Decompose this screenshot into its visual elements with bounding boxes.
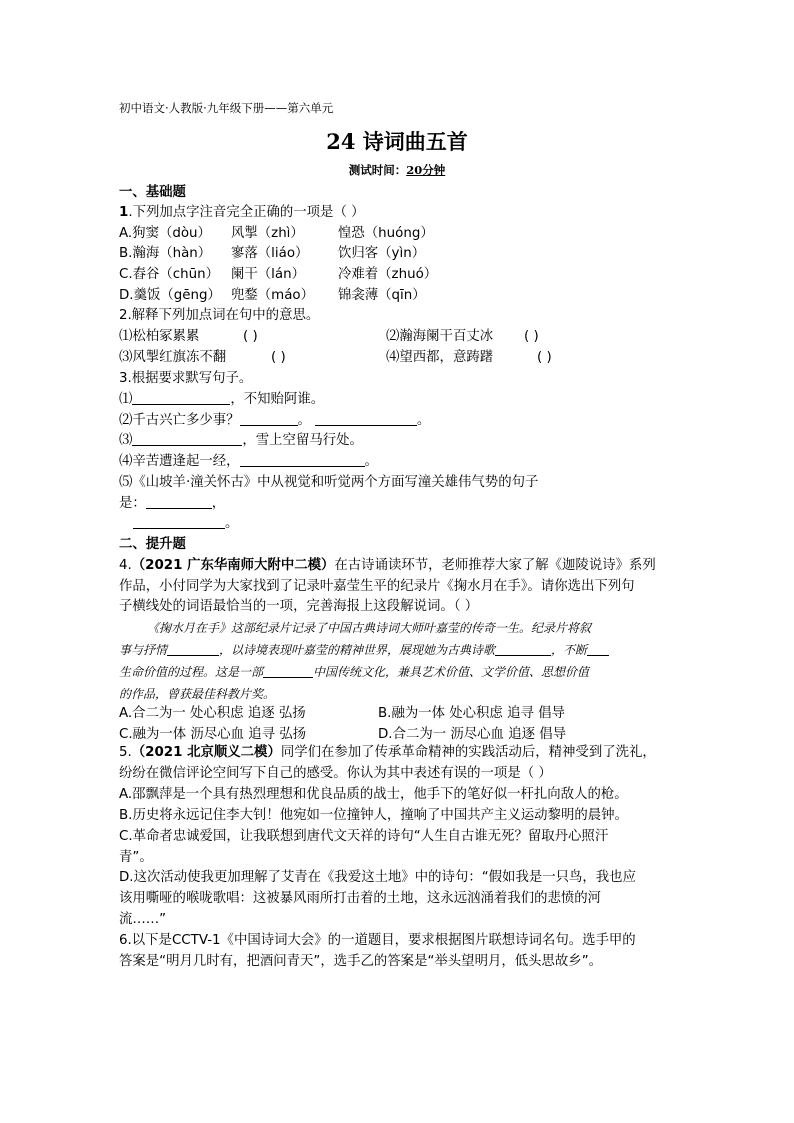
- q5-source: （2021 北京顺义二模）: [131, 745, 281, 760]
- q3-l1-text: ，不知贻阿谁。: [230, 392, 325, 407]
- test-time: [0, 162, 794, 178]
- q4-blank-1[interactable]: [167, 641, 219, 656]
- q4-option-a: A.合二为一 处心积虑 追逐 弘扬: [119, 706, 306, 721]
- q4-option-b: B.融为一体 处心积虑 追寻 倡导: [378, 706, 565, 721]
- q1-c-2: 阑干（lán）: [231, 267, 305, 282]
- lesson-title: 24 诗词曲五首: [326, 129, 468, 154]
- q2-blank-2: ( ): [524, 329, 539, 344]
- q4-blank-2[interactable]: [495, 641, 551, 656]
- q1-stem-text: .下列加点字注音完全正确的一项是（ ）: [128, 205, 365, 220]
- q1-b-3: 饮归客（yìn）: [338, 246, 426, 261]
- q4-option-d: D.合二为一 沥尽心血 追逐 倡导: [378, 727, 567, 742]
- q2-item-1: ⑴松柏冢累累: [119, 329, 200, 344]
- q6-line-1: 6.以下是CCTV-1《中国诗词大会》的一道题目，要求根据图片联想诗词名句。选手甲的: [119, 933, 636, 948]
- q5-option-d-2: 该用嘶哑的喉咙歌唱：这被暴风雨所打击着的土地，这永远汹涌着我们的悲愤的河: [119, 891, 602, 906]
- q1-d-3: 锦衾薄（qīn）: [338, 288, 426, 303]
- section-advanced-heading: 二、提升题: [119, 537, 186, 552]
- test-time-value: 20分钟: [406, 163, 446, 177]
- section-basic-heading: 一、基础题: [119, 185, 186, 200]
- q3-l7-end: 。: [225, 516, 239, 531]
- q3-l6-end: ，: [211, 496, 226, 511]
- q2-blank-1: ( ): [243, 329, 258, 344]
- q3-l3-text: ，雪上空留马行处。: [242, 433, 363, 448]
- q4-line-2: 作品，小付同学为大家找到了记录叶嘉莹生平的纪录片《掬水月在手》。请你选出下列句: [119, 579, 635, 594]
- q3-stem: 3.根据要求默写句子。: [119, 371, 253, 386]
- q2-blank-4: ( ): [537, 350, 552, 365]
- q4-blank-3[interactable]: [587, 641, 609, 656]
- q3-blank-1[interactable]: [132, 390, 230, 405]
- q1-d-2: 兜鍪（máo）: [231, 288, 315, 303]
- q3-blank-4[interactable]: [132, 431, 242, 446]
- q3-line-6: [119, 494, 225, 513]
- q3-l4-end: 。: [364, 454, 378, 469]
- q3-l4-text: ⑷辛苦遭逢起一经，: [119, 454, 240, 469]
- q5-line-1: [119, 743, 656, 762]
- q1-c-1: C.舂谷（chūn）: [119, 267, 219, 282]
- q1-a-1: A.狗窦（dòu）: [119, 226, 211, 241]
- q3-l6-text: 是：: [119, 496, 146, 511]
- q2-item-4: ⑷望西都，意踌躇: [386, 350, 494, 365]
- series-header: 初中语文·人教版·九年级下册——第六单元: [119, 101, 334, 115]
- q4-option-c: C.融为一体 沥尽心血 追寻 弘扬: [119, 727, 307, 742]
- q4-quote-line-3: [119, 661, 679, 683]
- q5-option-b: B.历史将永远记住李大钊！他宛如一位撞钟人，撞响了中国共产主义运动黎明的晨钟。: [119, 808, 628, 823]
- q4-blank-4[interactable]: [263, 663, 313, 678]
- q4-line-3: 子横线处的词语最恰当的一项，完善海报上这段解说词。（ ）: [119, 599, 479, 614]
- q3-blank-7[interactable]: [133, 514, 225, 529]
- q1-a-2: 风掣（zhì）: [231, 226, 304, 241]
- q3-line-7: [119, 514, 238, 533]
- q6-line-2: 答案是“明月几时有，把酒问青天”，选手乙的答案是“举头望明月，低头思故乡”。: [119, 954, 603, 969]
- q3-line-2: [119, 411, 430, 430]
- q1-b-2: 寥落（liáo）: [231, 246, 309, 261]
- q3-blank-3[interactable]: [315, 411, 417, 426]
- q2-stem: 2.解释下列加点词在句中的意思。: [119, 308, 320, 323]
- q5-option-c-2: 青”。: [119, 850, 153, 865]
- q3-l2-end: 。: [416, 413, 431, 428]
- q3-l3-num: ⑶: [119, 433, 133, 448]
- q5-option-c-1: C.革命者忠诚爱国，让我联想到唐代文天祥的诗句“人生自古谁无死？留取丹心照汗: [119, 829, 609, 844]
- q4-quote-box: [119, 617, 679, 705]
- q1-b-1: B.瀚海（hàn）: [119, 246, 212, 261]
- q3-blank-6[interactable]: [146, 494, 212, 509]
- test-time-label: 测试时间：: [348, 163, 407, 177]
- q3-l1-num: ⑴: [119, 392, 133, 407]
- q1-c-3: 冷难着（zhuó）: [338, 267, 438, 282]
- q4-quote-line-2: [119, 639, 679, 661]
- q3-blank-5[interactable]: [240, 452, 365, 467]
- q5-text-1: 同学们在参加了传承革命精神的实践活动后，精神受到了洗礼，: [280, 745, 656, 760]
- q4-quote-3b: 中国传统文化，兼具艺术价值、文学价值、思想价值: [313, 665, 590, 679]
- q2-blank-3: ( ): [271, 350, 286, 365]
- q3-blank-2[interactable]: [240, 411, 298, 426]
- q2-item-2: ⑵瀚海阑干百丈冰: [386, 329, 494, 344]
- q4-quote-2a: 事与抒情: [119, 643, 168, 657]
- q4-quote-2c: ，不断: [551, 643, 588, 657]
- q5-option-d-1: D.这次活动使我更加理解了艾青在《我爱这土地》中的诗句：“假如我是一只鸟，我也应: [119, 870, 636, 885]
- q3-line-5: ⑸《山坡羊·潼关怀古》中从视觉和听觉两个方面写潼关雄伟气势的句子: [119, 475, 539, 490]
- q4-quote-line-4: 的作品，曾获最佳科教片奖。: [119, 687, 276, 701]
- q4-text-1: 在古诗诵读环节，老师推荐大家了解《迦陵说诗》系列: [334, 558, 656, 573]
- q3-line-4: [119, 452, 378, 471]
- q3-line-3: [119, 431, 363, 450]
- q5-num: 5.: [119, 745, 132, 760]
- q1-stem: 1.下列加点字注音完全正确的一项是（ ）: [119, 205, 365, 220]
- q4-quote-2b: ，以诗境表现叶嘉莹的精神世界，展现她为古典诗歌: [219, 643, 496, 657]
- q4-source: （2021 广东华南师大附中二模）: [131, 558, 335, 573]
- q3-l2-mid: 。: [297, 413, 311, 428]
- q5-line-2: 纷纷在微信评论空间写下自己的感受。你认为其中表述有误的一项是（ ）: [119, 766, 552, 781]
- q4-num: 4.: [119, 558, 132, 573]
- q4-line-1: [119, 556, 656, 575]
- q4-quote-3a: 生命价值的过程。这是一部: [119, 665, 264, 679]
- q1-d-1: D.羹饭（gēng）: [119, 288, 221, 303]
- q5-option-d-3: 流……”: [119, 912, 167, 927]
- q4-quote-line-1: 《掬水月在手》这部纪录片记录了中国古典诗词大师叶嘉莹的传奇一生。纪录片将叙: [147, 621, 592, 635]
- q3-line-1: [119, 390, 324, 409]
- q3-l2-text: ⑵千古兴亡多少事？: [119, 413, 240, 428]
- q5-option-a: A.邵飘萍是一个具有热烈理想和优良品质的战士，他手下的笔好似一杆扎向敌人的枪。: [119, 787, 628, 802]
- q2-item-3: ⑶风掣红旗冻不翻: [119, 350, 227, 365]
- q1-a-3: 惶恐（huóng）: [338, 226, 434, 241]
